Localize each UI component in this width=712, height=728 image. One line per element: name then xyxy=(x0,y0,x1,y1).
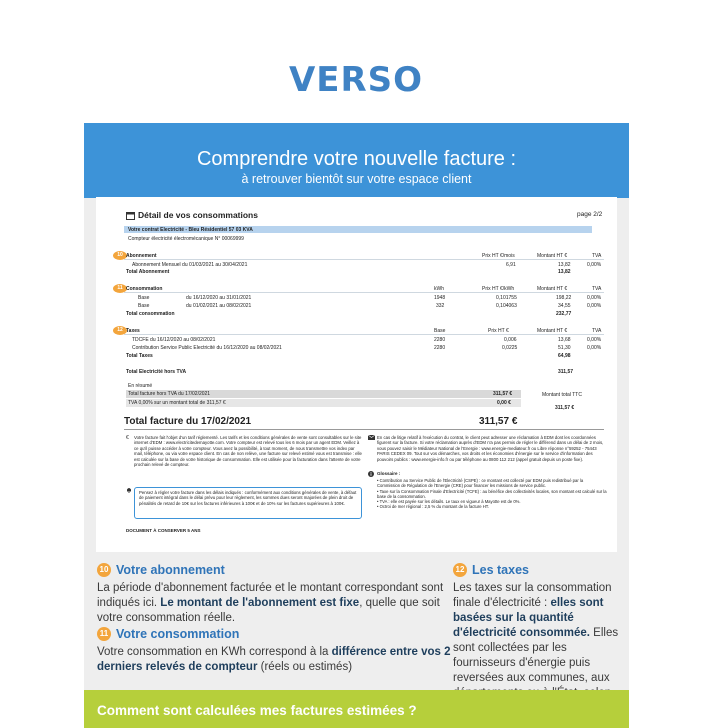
section-11-text: Votre consommation en KWh correspond à la différence entre vos 2 derniers relevés de compteur (réels ou estimés) xyxy=(97,646,451,673)
contract-title: Votre contrat Electricité - Bleu Résidentiel 57 03 KVA xyxy=(128,227,253,233)
estimated-invoices-banner xyxy=(84,690,629,728)
tax-row-amount: 13,68 xyxy=(558,337,571,343)
calendar-icon xyxy=(126,211,135,222)
row-kwh: 1948 xyxy=(434,295,446,301)
glossary-item: • Taxe sur la Consommation Finale d'Electricité (TCFE) : au bénéfice des collectivités locales, son montant est calculé sur la base de la consommation. xyxy=(377,488,607,499)
section-10-text: La période d'abonnement facturée et le montant correspondant sont indiqués ici. Le montant de l'abonnement est fixe, quelle que soit votre consommation réelle. xyxy=(97,582,444,624)
tax-row-tva: 0,00% xyxy=(587,345,602,351)
row-name: Base xyxy=(138,295,150,301)
col-amount: Montant HT € xyxy=(537,328,568,334)
col-price: Prix HT €/mois xyxy=(482,253,515,259)
abonnement-price: 6,91 xyxy=(506,262,516,268)
blue-banner xyxy=(84,123,629,198)
badge-11: 11 xyxy=(113,284,127,293)
col-tva: TVA xyxy=(592,253,602,259)
col-base: Base xyxy=(434,328,446,334)
page-number: page 2/2 xyxy=(577,211,603,218)
tax-row-price: 0,006 xyxy=(504,337,517,343)
invoice-explainer-panel xyxy=(84,123,629,728)
tax-row-base: 2280 xyxy=(434,345,446,351)
badge-12: 12 xyxy=(113,326,127,335)
col-amount: Montant HT € xyxy=(537,253,568,259)
ttc-value: 311,57 € xyxy=(555,405,575,411)
info-icon xyxy=(368,471,374,479)
tax-row-price: 0,0225 xyxy=(502,345,518,351)
resume-row2-value: 0,00 € xyxy=(497,400,511,406)
taxes-total-label: Total Taxes xyxy=(126,353,153,359)
col-tva: TVA xyxy=(592,286,602,292)
tax-row-base: 2280 xyxy=(434,337,446,343)
section-11-title: Votre consommation xyxy=(116,627,240,641)
col-kwh: kWh xyxy=(434,286,444,292)
estimated-invoices-title: Comment sont calculées mes factures estimées ? xyxy=(97,703,417,718)
col-price-kwh: Prix HT €/kWh xyxy=(482,286,515,292)
section-12-text: Les taxes sur la consommation finale d'électricité : elles sont basées sur la quantité d'électricité consommée. Elles sont collectées par les fournisseurs d'énergie puis reversées aux communes, aux xyxy=(453,582,619,684)
col-tva: TVA xyxy=(592,328,602,334)
row-tva: 0,00% xyxy=(587,303,602,309)
row-period: du 01/02/2021 au 08/02/2021 xyxy=(186,303,252,309)
abonnement-row: Abonnement Mensuel du 01/03/2021 au 30/04/2021 xyxy=(132,262,248,268)
resume-label: En résumé xyxy=(128,383,153,389)
col-amount: Montant HT € xyxy=(537,286,568,292)
taxes-label: Taxes xyxy=(126,328,140,334)
section-10-badge: 10 xyxy=(97,563,111,577)
consommation-label: Consommation xyxy=(126,286,163,292)
abonnement-total-label: Total Abonnement xyxy=(126,269,170,275)
euro-icon: € xyxy=(126,435,129,441)
row-price: 0,101755 xyxy=(496,295,517,301)
page-title: VERSO xyxy=(288,60,424,100)
glossary-item: • Octroi de mer régional : 2,5 % du montant de la facture HT. xyxy=(377,504,490,510)
keep-notice: DOCUMENT À CONSERVER 5 ANS xyxy=(126,528,201,533)
row-amount: 34,55 xyxy=(558,303,571,309)
glossary-title: Glossaire : xyxy=(377,471,401,476)
taxes-total-value: 64,98 xyxy=(558,353,571,359)
section-10-title: Votre abonnement xyxy=(116,563,225,577)
meter-number: Compteur électricité électromécanique N° 00069999 xyxy=(128,236,244,242)
glossary-item: • Contribution au Service Public de l'Electricité (CSPE) : ce montant est collecté par EDM puis redistribué par la Commission de Régulation de l'Energie (CRE) pour financer les missions de service public. xyxy=(377,478,584,489)
abonnement-tva: 0,00% xyxy=(587,262,602,268)
row-kwh: 332 xyxy=(436,303,445,309)
section-12-title: Les taxes xyxy=(472,563,529,577)
row-amount: 198,22 xyxy=(556,295,572,301)
tax-row-tva: 0,00% xyxy=(587,337,602,343)
row-name: Base xyxy=(138,303,150,309)
ttc-label: Montant total TTC xyxy=(542,392,582,398)
section-11-badge: 11 xyxy=(97,627,111,641)
invoice-sample xyxy=(96,197,617,552)
invoice-heading: Détail de vos consommations xyxy=(138,210,258,220)
tariff-info-text: Votre facture fait l'objet d'un tarif réglementé. Les tarifs et les conditions générales de vente sont consultables sur le site internet d'EDM : www.electricitedemayotte.com. Votre compteur est relevé tous les 6 mois par un agent EDM. Veillez à ce qu'il puisse accéder à votre compteur. Vous avez la possibilité, à tout moment, de nous transmettre vos index par mail, téléphone, ou via votre espace client. En cas de non relève, une facture sur relevé estimé vous est transmise : elle est calculée sur la base de votre historique de consommation. Elle est utilisée pour la facturation dans l'attente de votre prochain relevé de compteur. xyxy=(134,435,362,468)
section-12-badge: 12 xyxy=(453,563,467,577)
abonnement-total-value: 13,82 xyxy=(558,269,571,275)
resume-row1-value: 311,57 € xyxy=(493,391,513,397)
consommation-total-label: Total consommation xyxy=(126,311,175,317)
bell-icon xyxy=(126,487,132,495)
invoice-total-value: 311,57 € xyxy=(479,416,518,427)
payment-warning-text: Pensez à régler votre facture dans les délais indiqués : conformément aux conditions générales de vente, à défaut de paiement intégral dans le délai prévu pour leur règlement, les sommes dues seront majorées de plein droit de pénalités de retard de 10€ sur les factures inférieures à 100€ et de 10% sur les factures supérieures à 100€. xyxy=(139,490,357,506)
invoice-total-label: Total facture du 17/02/2021 xyxy=(124,416,252,427)
banner-title: Comprendre votre nouvelle facture : xyxy=(196,148,517,170)
glossary-item: • TVA : elle est payée sur les détails. Le taux en vigueur à Mayotte est de 0%. xyxy=(377,499,521,505)
badge-10: 10 xyxy=(113,251,127,260)
abonnement-label: Abonnement xyxy=(126,253,157,259)
tax-row-name: Contribution Service Public Electricité du 16/12/2020 au 08/02/2021 xyxy=(132,345,282,351)
total-ht-label: Total Electricité hors TVA xyxy=(126,369,187,375)
tax-row-amount: 51,30 xyxy=(558,345,571,351)
resume-row2-label: TVA 0,00% sur un montant total de 311,57 € xyxy=(128,400,226,406)
abonnement-amount: 13,82 xyxy=(558,262,571,268)
row-tva: 0,00% xyxy=(587,295,602,301)
tax-row-name: TDCFE du 16/12/2020 au 08/02/2021 xyxy=(132,337,216,343)
envelope-icon xyxy=(368,435,375,442)
glossary-list xyxy=(377,478,607,510)
consommation-total-value: 232,77 xyxy=(556,311,572,317)
resume-row1-label: Total facture hors TVA du 17/02/2021 xyxy=(128,391,211,397)
row-period: du 16/12/2020 au 31/01/2021 xyxy=(186,295,252,301)
banner-subtitle: à retrouver bientôt sur votre espace client xyxy=(241,172,472,186)
litigation-text: En cas de litige relatif à l'exécution du contrat, le client peut adresser une réclamation à EDM dont les coordonnées figurent sur la facture. Si votre réclamation auprès d'EDM n'a pas permis de régler le différend dans un délai de 2 mois, vous pouvez saisir le Médiateur National de l'Energie : www.energie-mediateur.fr ou Libre réponse n°59252 - 75443 PARIS CEDEX 09. Tout sur vos démarches, vos droits et les économies d'énergie sur le service d'information des pouvoirs publics : www.energie-info.fr ou par téléphone au 0800 112 212 (appel gratuit depuis un poste fixe). xyxy=(377,435,604,462)
row-price: 0,104063 xyxy=(496,303,517,309)
col-price: Prix HT € xyxy=(488,328,509,334)
total-ht-value: 311,57 xyxy=(558,369,574,375)
